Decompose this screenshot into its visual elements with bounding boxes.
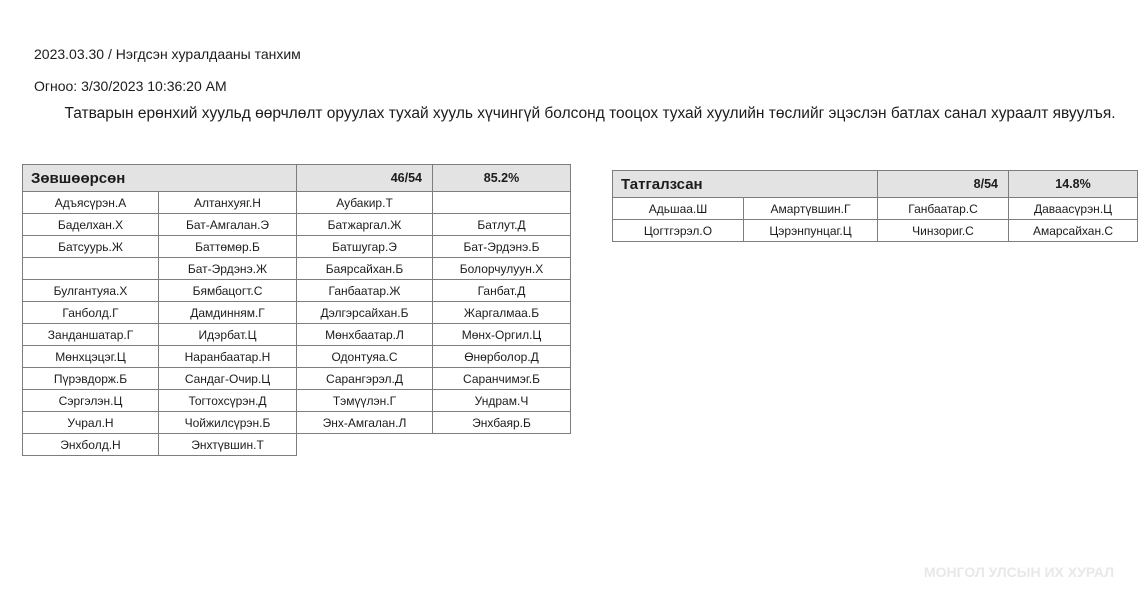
table-row bbox=[23, 412, 571, 434]
approved-body bbox=[23, 192, 571, 456]
name-cell: Алтанхуяг.Н bbox=[159, 192, 297, 214]
name-cell: Сарангэрэл.Д bbox=[297, 368, 433, 390]
name-cell: Бат-Эрдэнэ.Б bbox=[433, 236, 571, 258]
name-cell: Энхбаяр.Б bbox=[433, 412, 571, 434]
date-line: Огноо: 3/30/2023 10:36:20 AM bbox=[34, 78, 227, 94]
name-cell: Аубакир.Т bbox=[297, 192, 433, 214]
name-cell: Пүрэвдорж.Б bbox=[23, 368, 159, 390]
name-cell: Одонтуяа.С bbox=[297, 346, 433, 368]
name-cell: Амарсайхан.С bbox=[1009, 220, 1138, 242]
table-row bbox=[23, 214, 571, 236]
table-row bbox=[23, 280, 571, 302]
name-cell: Булгантуяа.Х bbox=[23, 280, 159, 302]
name-cell: Жаргалмаа.Б bbox=[433, 302, 571, 324]
name-cell: Батлут.Д bbox=[433, 214, 571, 236]
name-cell: Дамдинням.Г bbox=[159, 302, 297, 324]
table-row bbox=[23, 236, 571, 258]
table-row bbox=[23, 368, 571, 390]
name-cell: Чинзориг.С bbox=[878, 220, 1009, 242]
approved-count: 46/54 bbox=[297, 165, 433, 192]
name-cell: Мөнх-Оргил.Ц bbox=[433, 324, 571, 346]
name-cell: Амартүвшин.Г bbox=[744, 198, 878, 220]
name-cell bbox=[433, 192, 571, 214]
name-cell: Батжаргал.Ж bbox=[297, 214, 433, 236]
name-cell: Ганбаатар.С bbox=[878, 198, 1009, 220]
session-line: 2023.03.30 / Нэгдсэн хуралдааны танхим bbox=[34, 46, 301, 62]
name-cell: Адьшаа.Ш bbox=[613, 198, 744, 220]
name-cell: Мөнхцэцэг.Ц bbox=[23, 346, 159, 368]
table-row bbox=[23, 302, 571, 324]
approved-table bbox=[22, 164, 571, 456]
name-cell: Өнөрболор.Д bbox=[433, 346, 571, 368]
name-cell: Цогтгэрэл.О bbox=[613, 220, 744, 242]
watermark: МОНГОЛ УЛСЫН ИХ ХУРАЛ bbox=[924, 564, 1115, 580]
name-cell: Сандаг-Очир.Ц bbox=[159, 368, 297, 390]
name-cell: Батшугар.Э bbox=[297, 236, 433, 258]
rejected-header bbox=[613, 171, 1138, 198]
name-cell: Мөнхбаатар.Л bbox=[297, 324, 433, 346]
name-cell: Баярсайхан.Б bbox=[297, 258, 433, 280]
table-row bbox=[23, 390, 571, 412]
table-row bbox=[613, 220, 1138, 242]
table-row bbox=[23, 258, 571, 280]
table-row bbox=[23, 324, 571, 346]
name-cell: Занданшатар.Г bbox=[23, 324, 159, 346]
name-cell: Ундрам.Ч bbox=[433, 390, 571, 412]
name-cell: Энхболд.Н bbox=[23, 434, 159, 456]
name-cell: Наранбаатар.Н bbox=[159, 346, 297, 368]
name-cell bbox=[297, 434, 433, 456]
name-cell: Дэлгэрсайхан.Б bbox=[297, 302, 433, 324]
name-cell: Чойжилсүрэн.Б bbox=[159, 412, 297, 434]
rejected-label: Татгалзсан bbox=[613, 171, 878, 198]
table-row bbox=[23, 346, 571, 368]
rejected-body bbox=[613, 198, 1138, 242]
name-cell: Ганболд.Г bbox=[23, 302, 159, 324]
name-cell: Батсуурь.Ж bbox=[23, 236, 159, 258]
name-cell: Бат-Амгалан.Э bbox=[159, 214, 297, 236]
name-cell: Баттөмөр.Б bbox=[159, 236, 297, 258]
table-row bbox=[23, 192, 571, 214]
name-cell: Болорчулуун.Х bbox=[433, 258, 571, 280]
approved-header bbox=[23, 165, 571, 192]
name-cell: Энх-Амгалан.Л bbox=[297, 412, 433, 434]
name-cell: Идэрбат.Ц bbox=[159, 324, 297, 346]
name-cell: Цэрэнпунцаг.Ц bbox=[744, 220, 878, 242]
name-cell bbox=[23, 258, 159, 280]
name-cell: Сэргэлэн.Ц bbox=[23, 390, 159, 412]
rejected-percent: 14.8% bbox=[1009, 171, 1138, 198]
name-cell bbox=[433, 434, 571, 456]
name-cell: Бямбацогт.С bbox=[159, 280, 297, 302]
document-title: Татварын ерөнхий хуульд өөрчлөлт оруулах тухай хууль хүчингүй болсонд тооцох тухай хуулийн төслийг эцэслэн батлах санал хураалт явуулъя. bbox=[64, 105, 1116, 122]
table-row bbox=[613, 198, 1138, 220]
approved-label: Зөвшөөрсөн bbox=[23, 165, 297, 192]
name-cell: Ганбат.Д bbox=[433, 280, 571, 302]
name-cell: Даваасүрэн.Ц bbox=[1009, 198, 1138, 220]
name-cell: Учрал.Н bbox=[23, 412, 159, 434]
rejected-table bbox=[612, 170, 1138, 242]
name-cell: Тэмүүлэн.Г bbox=[297, 390, 433, 412]
name-cell: Бат-Эрдэнэ.Ж bbox=[159, 258, 297, 280]
name-cell: Тогтохсүрэн.Д bbox=[159, 390, 297, 412]
name-cell: Баделхан.Х bbox=[23, 214, 159, 236]
name-cell: Энхтүвшин.Т bbox=[159, 434, 297, 456]
rejected-count: 8/54 bbox=[878, 171, 1009, 198]
name-cell: Ганбаатар.Ж bbox=[297, 280, 433, 302]
approved-percent: 85.2% bbox=[433, 165, 571, 192]
name-cell: Саранчимэг.Б bbox=[433, 368, 571, 390]
name-cell: Адъясүрэн.А bbox=[23, 192, 159, 214]
table-row bbox=[23, 434, 571, 456]
